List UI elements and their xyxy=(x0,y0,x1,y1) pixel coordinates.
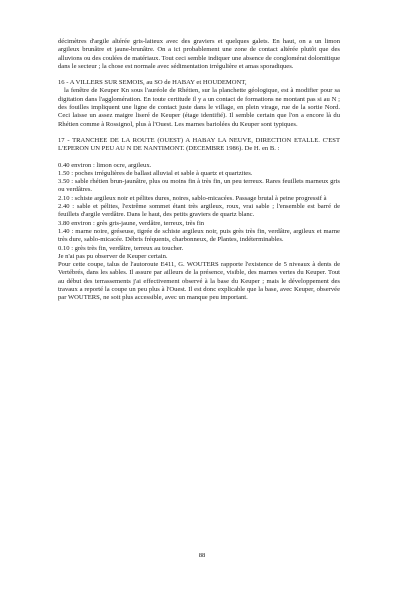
document-page xyxy=(58,38,340,303)
layer-item: 2.10 : schiste argileux noir et pélites dures, noires, sablo-micacées. Passage brutal à peine progressif à xyxy=(58,194,327,202)
layer-item: 1.50 : poches irrégulières de ballast alluvial et sable à quartz et quartzites. xyxy=(58,169,253,177)
layer-item: 3.50 : sable rhétien brun-jaunâtre, plus ou moins fin à très fin, un peu terreux. Rares feuillets marneux gris ou verdâtres. xyxy=(58,178,340,194)
spacer xyxy=(58,154,340,162)
layer-item: 0.40 environ : limon ocre, argileux. xyxy=(58,161,152,169)
layer-item: 3.80 environ : grès gris-jaune, verdâtre, terreux, très fin xyxy=(58,219,205,227)
layer-item: 0.10 : grès très fin, verdâtre, terreux au toucher. xyxy=(58,244,184,252)
section-16-heading: 16 - A VILLERS SUR SEMOIS, au SO de HABAY et HOUDEMONT, xyxy=(58,79,247,87)
paragraph-continuation: décimètres d'argile altérée gris-laiteux avec des graviers et quelques galets. En haut, on a un limon argileux brunâtre et jaune-brunâtre. On a ici probablement une zone de contact altérée plutôt que des alluvions ou des coulées de matériaux. Tout ceci semble indiquer une absence de conglomérat dolomitique dans le secteur ; la chose est normale avec sédimentation irrégulière et amas sporadiques. xyxy=(58,38,340,70)
spacer xyxy=(58,129,340,137)
section-16-body: la fenêtre de Keuper Kn sous l'auréole de Rhétien, sur la planchette géologique, est à modifier pour sa digitation dans l'agglomération. En toute certitude il y a un contact de formations ne montant pas si au N ; des fouilles impliquent une ligne de contact juste dans le village, en plein virage, rue de la sortie Nord. Ceci laisse un assez maigre liseré de Keuper (étage identifié). Il semble certain que l'on a encore là du Rhétien comme à Rossignol, plus à l'Ouest. Les marnes bariolées du Keuper sont typiques. xyxy=(58,87,340,128)
layer-item: 2.40 : sable et pélites, l'extrême sommet étant très argileux, roux, vrai sable ; l'ensemble est barré de feuillets d'argile verdâtre. Dans le haut, des petits graviers de quartz blanc. xyxy=(58,203,340,219)
closing-note: Je n'ai pas pu observer de Keuper certain. xyxy=(58,252,168,260)
page-number: 88 xyxy=(198,552,206,559)
layer-item: 1.40 : marne noire, gréseuse, tigrée de schiste argileux noir, puis grès très fin, verdâtre, argileux et marne très dure, sablo-micacée. Débris fréquents, charbonneux, de Plantes, indéterminables. xyxy=(58,227,340,244)
spacer xyxy=(58,71,340,79)
section-17-heading: 17 - TRANCHEE DE LA ROUTE (OUEST) A HABAY LA NEUVE, DIRECTION ETALLE. C'EST L'EPERON UN PEU AU N DE NANTIMONT. (DECEMBRE 1986). De H. en B. : xyxy=(58,136,340,153)
closing-paragraph: Pour cette coupe, talus de l'autoroute E411, G. WOUTERS rapporte l'existence de 5 niveaux à dents de Vertébrés, dans les sables. Il assure par ailleurs de la présence, visible, des marnes vertes du Keuper. Tout au début des terrassements j'ai effectivement observé à la base du Keuper ; mais le développement des travaux a reporté la coupe un peu plus à l'Ouest. Il est donc explicable que la base, avec Keuper, observée par WOUTERS, ne soit plus accessible, avec un manque peu important. xyxy=(58,261,340,302)
